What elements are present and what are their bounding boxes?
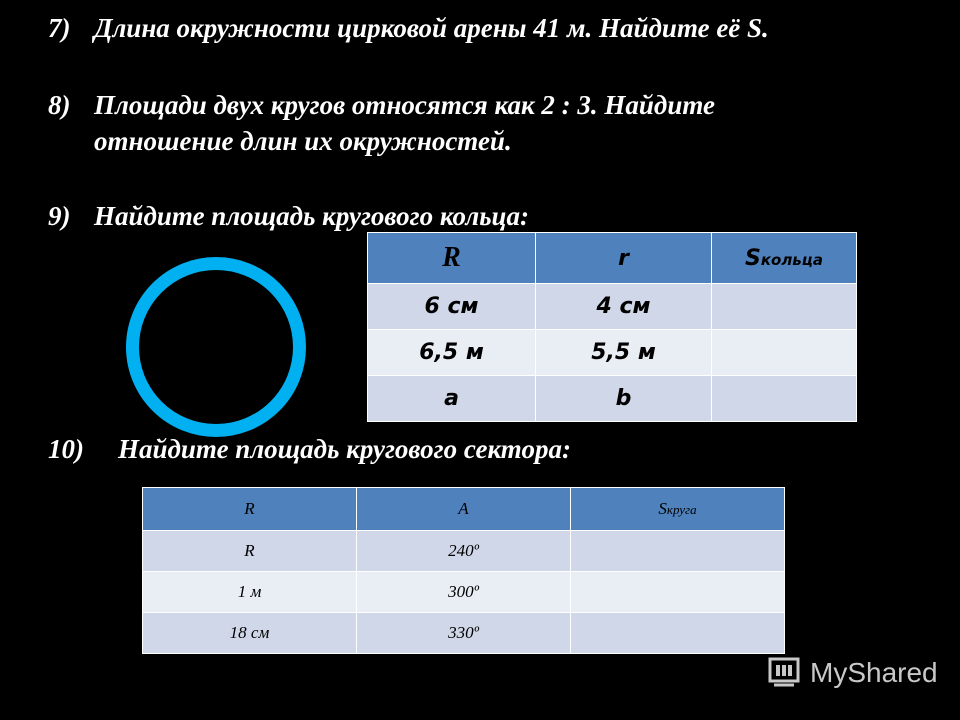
cell-S: [712, 376, 857, 422]
table-header-row: [143, 488, 785, 531]
header-area-subscript: кольца: [760, 250, 824, 269]
table-row: [368, 376, 857, 422]
cell-R: 6,5 м: [368, 330, 536, 376]
header-area-subscript: круга: [666, 502, 697, 517]
cell-A: 330º: [357, 613, 571, 654]
task-text: Найдите площадь кругового кольца:: [94, 201, 530, 231]
table-header-row: [368, 233, 857, 284]
task-text: Найдите площадь кругового сектора:: [118, 434, 571, 464]
cell-S: [712, 330, 857, 376]
table-row: [143, 613, 785, 654]
table-row: [368, 330, 857, 376]
cell-R: 1 м: [143, 572, 357, 613]
cell-A: 240º: [357, 531, 571, 572]
header-outer-radius: R: [368, 233, 536, 284]
header-area-symbol: S: [658, 499, 667, 518]
table-row: [143, 531, 785, 572]
table-row: [368, 284, 857, 330]
myshared-logo-icon: [766, 655, 802, 691]
cell-R: 6 см: [368, 284, 536, 330]
cell-S: [571, 572, 785, 613]
task-text: Длина окружности цирковой арены 41 м. Найдите её S.: [94, 13, 769, 43]
cell-R: R: [143, 531, 357, 572]
cell-R: a: [368, 376, 536, 422]
task-number: 8): [48, 90, 71, 120]
cell-A: 300º: [357, 572, 571, 613]
cell-r: 4 см: [536, 284, 712, 330]
cell-S: [571, 531, 785, 572]
task-10: [48, 431, 571, 467]
annulus-ring-figure: [126, 257, 306, 437]
header-area-ring: [712, 233, 857, 284]
task-text-line2: отношение длин их окружностей.: [94, 126, 512, 156]
task-8: [48, 87, 715, 159]
cell-r: 5,5 м: [536, 330, 712, 376]
table-row: [143, 572, 785, 613]
cell-R: 18 см: [143, 613, 357, 654]
header-radius: R: [143, 488, 357, 531]
header-angle: A: [357, 488, 571, 531]
header-area-sector: [571, 488, 785, 531]
task-text-line1: Площади двух кругов относятся как 2 : 3. Найдите: [94, 90, 715, 120]
task-number: 10): [48, 434, 84, 464]
task-9: [48, 198, 529, 234]
watermark-text: MyShared: [810, 657, 938, 688]
cell-r: b: [536, 376, 712, 422]
sector-table: [142, 487, 785, 654]
task-number: 7): [48, 13, 71, 43]
header-area-symbol: S: [744, 245, 761, 271]
cell-S: [571, 613, 785, 654]
annulus-table: [367, 232, 857, 422]
myshared-watermark: [766, 655, 938, 691]
task-7: [48, 10, 769, 46]
cell-S: [712, 284, 857, 330]
task-number: 9): [48, 201, 71, 231]
header-inner-radius: r: [536, 233, 712, 284]
